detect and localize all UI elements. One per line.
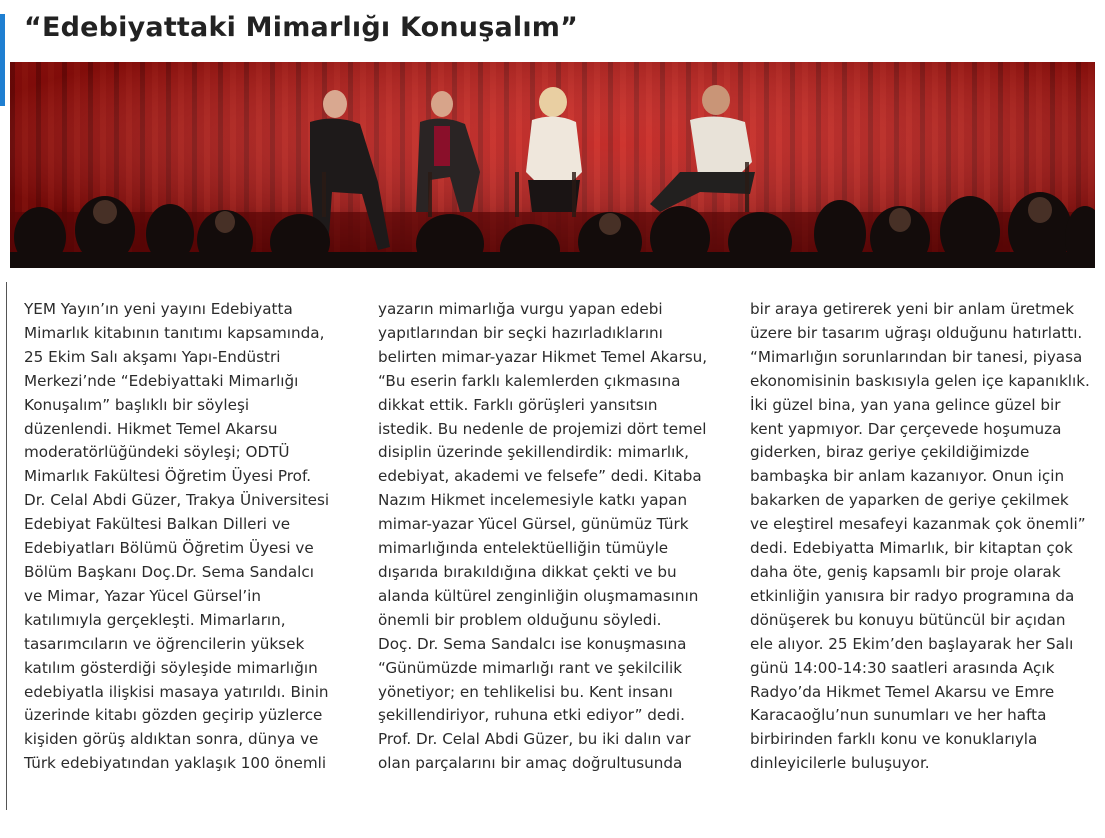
text-line: mimar-yazar Yücel Gürsel, günümüz Türk [378, 515, 689, 534]
text-line: İki güzel bina, yan yana gelince güzel bir [750, 395, 1061, 414]
text-line: Dr. Celal Abdi Güzer, Trakya Üniversitesi [24, 491, 330, 510]
text-line: etkinliğin yanısıra bir radyo programına da [750, 586, 1075, 605]
text-line: dedi. Edebiyatta Mimarlık, bir kitaptan çok [750, 539, 1073, 558]
text-line: bambaşka bir anlam kazanıyor. Onun için [750, 467, 1065, 486]
text-line: “Mimarlığın sorunlarından bir tanesi, piyasa [750, 347, 1083, 366]
headline-accent-bar [0, 14, 5, 106]
text-line: yapıtlarından bir seçki hazırladıklarını [378, 323, 663, 342]
text-line: Mimarlık kitabının tanıtımı kapsamında, [24, 323, 325, 342]
text-line: olan parçalarını bir amaç doğrultusunda [378, 754, 683, 773]
text-line: dikkat ettik. Farklı görüşleri yansıtsın [378, 395, 658, 414]
text-line: yazarın mimarlığa vurgu yapan edebi [378, 300, 663, 318]
text-line: disiplin üzerinde şekillendirdik: mimarlık, [378, 443, 689, 462]
text-line: mimarlığında entelektüelliğin tümüyle [378, 539, 669, 558]
article-column-2 [378, 298, 708, 776]
text-line: alanda kültürel zenginliğin oluşmamasının [378, 586, 699, 605]
text-line: Mimarlık Fakültesi Öğretim Üyesi Prof. [24, 467, 312, 486]
text-line: belirten mimar-yazar Hikmet Temel Akarsu, [378, 347, 708, 366]
text-line: bakarken de yaparken de geriye çekilmek [750, 491, 1069, 510]
text-line: edebiyatla ilişkisi masaya yatırıldı. Binin [24, 682, 329, 701]
text-line: edebiyat, akademi ve felsefe” dedi. Kitaba [378, 467, 702, 486]
text-line: katılımıyla gerçekleşti. Mimarların, [24, 610, 286, 629]
text-line: Nazım Hikmet incelemesiyle katkı yapan [378, 491, 688, 510]
text-line: dinleyicilerle buluşuyor. [750, 754, 930, 773]
text-line: Karacaoğlu’nun sunumları ve her hafta [750, 706, 1047, 725]
article-column-1 [24, 298, 354, 776]
text-line: şekillendiriyor, ruhuna etki ediyor” dedi. [378, 706, 685, 725]
text-line: Türk edebiyatından yaklaşık 100 önemli [24, 754, 327, 773]
text-line: moderatörlüğündeki söyleşi; ODTÜ [24, 443, 290, 462]
text-line: dışarıda bırakıldığına dikkat çekti ve bu [378, 562, 677, 581]
text-line: ve eleştirel mesafeyi kazanmak çok önemli” [750, 515, 1086, 534]
text-line: kent yapmıyor. Dar çerçevede hoşumuza [750, 419, 1062, 438]
text-line: üzerinde kitabı gözden geçirip yüzlerce [24, 706, 323, 725]
text-line: birbirinden farklı konu ve konuklarıyla [750, 730, 1038, 749]
text-line: yönetiyor; en tehlikelisi bu. Kent insanı [378, 682, 673, 701]
page-title: “Edebiyattaki Mimarlığı Konuşalım” [24, 12, 579, 43]
text-line: Prof. Dr. Celal Abdi Güzer, bu iki dalın var [378, 730, 691, 749]
text-line: giderken, biraz geriye çekildiğimizde [750, 443, 1030, 462]
text-line: kişiden görüş aldıktan sonra, dünya ve [24, 730, 319, 749]
column-rule [6, 282, 7, 810]
event-photo [10, 62, 1095, 268]
text-line: katılım gösterdiği söyleşide mimarlığın [24, 658, 318, 677]
text-line: Edebiyatları Bölümü Öğretim Üyesi ve [24, 539, 314, 558]
text-line: ekonomisinin baskısıyla gelen içe kapanıklık. [750, 371, 1090, 390]
text-line: Radyo’da Hikmet Temel Akarsu ve Emre [750, 682, 1055, 701]
text-line: istedik. Bu nedenle de projemizi dört temel [378, 419, 707, 438]
text-line: dönüşerek bu konuyu bütüncül bir açıdan [750, 610, 1066, 629]
text-line: bir araya getirerek yeni bir anlam üretmek [750, 300, 1074, 318]
text-line: “Günümüzde mimarlığı rant ve şekilcilik [378, 658, 683, 677]
text-line: Doç. Dr. Sema Sandalcı ise konuşmasına [378, 634, 687, 653]
text-line: Konuşalım” başlıklı bir söyleşi [24, 395, 250, 414]
text-line: ele alıyor. 25 Ekim’den başlayarak her Salı [750, 634, 1074, 653]
text-line: YEM Yayın’ın yeni yayını Edebiyatta [24, 300, 293, 318]
article-column-3 [750, 298, 1100, 776]
text-line: “Bu eserin farklı kalemlerden çıkmasına [378, 371, 681, 390]
text-line: Bölüm Başkanı Doç.Dr. Sema Sandalcı [24, 562, 314, 581]
text-line: Edebiyat Fakültesi Balkan Dilleri ve [24, 515, 291, 534]
text-line: ve Mimar, Yazar Yücel Gürsel’in [24, 586, 262, 605]
text-line: tasarımcıların ve öğrencilerin yüksek [24, 634, 305, 653]
text-line: önemli bir problem olduğunu söyledi. [378, 610, 662, 629]
text-line: daha öte, geniş kapsamlı bir proje olarak [750, 562, 1061, 581]
text-line: Merkezi’nde “Edebiyattaki Mimarlığı [24, 371, 299, 390]
text-line: 25 Ekim Salı akşamı Yapı-Endüstri [24, 347, 281, 366]
text-line: üzere bir tasarım uğraşı olduğunu hatırlattı. [750, 323, 1083, 342]
text-line: düzenlendi. Hikmet Temel Akarsu [24, 419, 278, 438]
text-line: günü 14:00-14:30 saatleri arasında Açık [750, 658, 1055, 677]
